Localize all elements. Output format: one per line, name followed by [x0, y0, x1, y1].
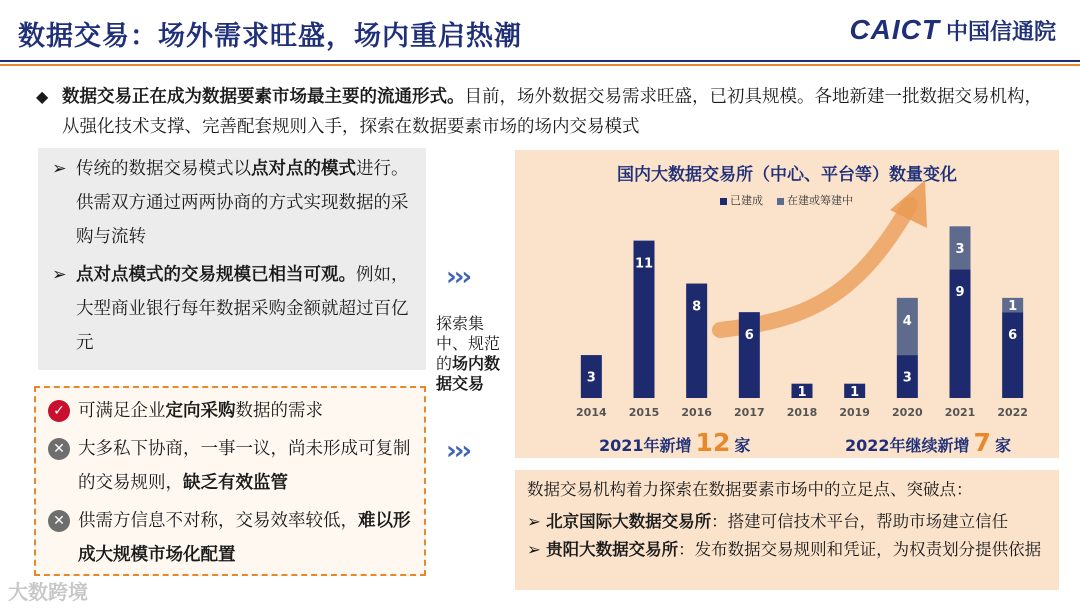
summary-2021-pre: 2021年新增 — [599, 436, 692, 455]
summary-2021-post: 家 — [734, 436, 751, 455]
data-label-2022-building: 1 — [1008, 299, 1018, 314]
arrow-bullet-icon: ➢ — [52, 265, 67, 285]
p1-bold: 点对点的模式 — [251, 159, 356, 179]
data-label-2019-built: 1 — [850, 384, 860, 400]
p1-pre: 传统的数据交易模式以 — [76, 159, 251, 179]
logo-en: CAICT — [849, 14, 940, 45]
x-tick-2022: 2022 — [997, 406, 1028, 419]
data-label-2020-building: 4 — [902, 313, 912, 329]
summary-2022-num: 7 — [973, 428, 991, 457]
traditional-point-1 — [52, 152, 416, 254]
data-label-2020-built: 3 — [902, 370, 912, 386]
x-tick-2017: 2017 — [734, 406, 765, 419]
pro-item — [48, 394, 423, 428]
diamond-bullet-icon: ◆ — [36, 87, 49, 106]
x-tick-2016: 2016 — [681, 406, 712, 419]
caict-logo — [849, 14, 1056, 46]
data-label-2017-built: 6 — [744, 328, 754, 344]
intro-bold: 数据交易正在成为数据要素市场最主要的流通形式。 — [62, 87, 465, 107]
con-item-2 — [48, 504, 423, 572]
summary-2021-num: 12 — [695, 428, 731, 457]
bottom-heading: 数据交易机构着力探索在数据要素市场中的立足点、突破点： — [527, 480, 973, 499]
summary-2022-post: 家 — [994, 436, 1011, 455]
bottom-item-2 — [527, 538, 1052, 561]
check-icon: ✓ — [48, 400, 70, 422]
data-label-2016-built: 8 — [692, 299, 702, 315]
x-tick-2015: 2015 — [628, 406, 660, 419]
b1-bold: 北京国际大数据交易所 — [546, 512, 712, 531]
bottom-panel — [515, 470, 1059, 590]
intro-paragraph — [36, 82, 1050, 142]
b2-bold: 贵阳大数据交易所 — [546, 540, 679, 559]
arrow-bullet-icon: ➢ — [527, 512, 547, 531]
x-tick-2021: 2021 — [944, 406, 976, 419]
traditional-point-2 — [52, 258, 416, 360]
arrow-bullet-icon: ➢ — [527, 540, 547, 559]
watermark: 大数跨境 — [8, 580, 88, 604]
con-item-1 — [48, 432, 423, 500]
con1-pre: 大多私下协商，一事一议，尚未形成可复制的交易规则， — [78, 439, 411, 493]
middle-caption — [436, 314, 502, 394]
b1-rest: ：搭建可信技术平台，帮助市场建立信任 — [711, 512, 1009, 531]
bar-2017-built — [739, 312, 760, 398]
data-label-2022-built: 6 — [1008, 328, 1018, 344]
logo-cn: 中国信通院 — [945, 19, 1056, 45]
page-title: 数据交易：场外需求旺盛，场内重启热潮 — [18, 21, 522, 52]
bar-chart — [515, 150, 1059, 420]
data-label-2014-built: 3 — [586, 370, 596, 386]
chevron-right-icon: ››› — [446, 436, 470, 466]
chevron-right-icon: ››› — [446, 262, 470, 292]
data-label-2018-built: 1 — [797, 384, 807, 400]
bottom-item-1 — [527, 510, 1008, 533]
trend-arrow — [720, 205, 910, 330]
x-tick-2014: 2014 — [576, 406, 607, 419]
con1-bold: 缺乏有效监管 — [183, 473, 288, 493]
p2-bold: 点对点模式的交易规模已相当可观。 — [76, 265, 356, 285]
arrow-bullet-icon: ➢ — [52, 159, 67, 179]
middle-normal: 探索集中、规范的 — [436, 314, 501, 373]
legend-label: 已建成 — [730, 194, 763, 207]
chart-panel — [515, 150, 1059, 458]
pros-cons-box — [34, 386, 426, 576]
con2-pre: 供需方信息不对称，交易效率较低， — [78, 511, 358, 531]
summary-2021 — [599, 428, 750, 457]
traditional-mode-box — [38, 148, 426, 370]
data-label-2015-built: 11 — [634, 256, 654, 272]
p2-post: 例如，大型商业银行每年数据采购金额就超过百亿元 — [76, 265, 409, 353]
legend-label: 在建或筹建中 — [787, 194, 853, 207]
chart-title: 国内大数据交易所（中心、平台等）数量变化 — [617, 165, 957, 185]
summary-2022 — [845, 428, 1011, 457]
intro-rest: 目前，场外数据交易需求旺盛，已初具规模。各地新建一批数据交易机构，从强化技术支撑、完善配套规则入手，探索在数据要素市场的场内交易模式 — [62, 87, 1042, 137]
pro-post: 数据的需求 — [235, 401, 323, 421]
x-tick-2020: 2020 — [892, 406, 923, 419]
middle-bold: 场内数据交易 — [436, 354, 501, 393]
p1-post: 进行。供需双方通过两两协商的方式实现数据的采购与流转 — [76, 159, 409, 247]
pro-pre: 可满足企业 — [78, 401, 166, 421]
x-tick-2018: 2018 — [786, 406, 818, 419]
b2-rest: ：发布数据交易规则和凭证，为权责划分提供依据 — [678, 540, 1042, 559]
summary-2022-pre: 2022年继续新增 — [845, 436, 970, 455]
cross-icon: ✕ — [48, 438, 70, 460]
bar-2022-built — [1002, 312, 1023, 398]
data-label-2021-built: 9 — [955, 285, 965, 301]
header-divider — [0, 60, 1080, 62]
pro-bold: 定向采购 — [165, 401, 236, 421]
header-divider-accent — [0, 64, 1080, 66]
con2-bold: 难以形成大规模市场化配置 — [78, 511, 411, 565]
x-tick-2019: 2019 — [839, 406, 870, 419]
data-label-2021-building: 3 — [955, 241, 965, 257]
cross-icon: ✕ — [48, 510, 70, 532]
